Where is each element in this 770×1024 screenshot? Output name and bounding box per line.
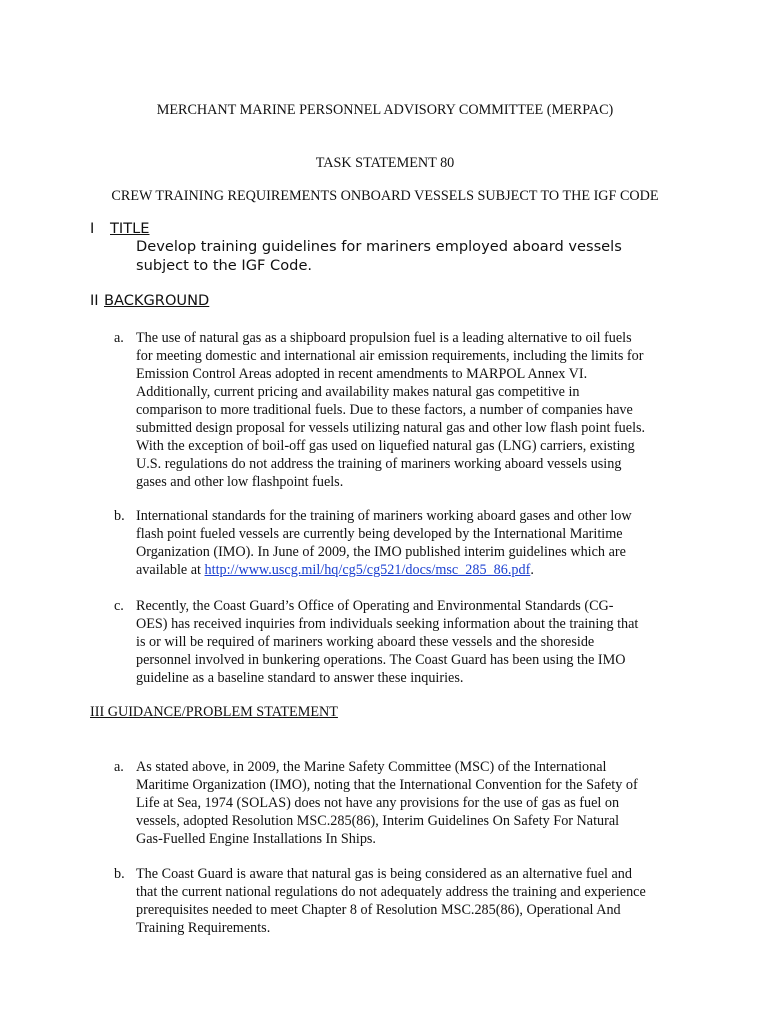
paragraph-line: prerequisites needed to meet Chapter 8 of Resolution MSC.285(86), Operational And bbox=[136, 902, 621, 918]
paragraph-line: As stated above, in 2009, the Marine Safety Committee (MSC) of the International bbox=[136, 759, 607, 775]
paragraph-line: Life at Sea, 1974 (SOLAS) does not have any provisions for the use of gas as fuel on bbox=[136, 795, 620, 811]
section1-number: I bbox=[90, 220, 95, 237]
paragraph-line: that the current national regulations do not adequately address the training and experience bbox=[136, 884, 646, 900]
link-prefix: available at bbox=[136, 562, 205, 578]
paragraph-line: OES) has received inquiries from individuals seeking information about the training that bbox=[136, 616, 639, 632]
background-item-c bbox=[136, 597, 696, 687]
task-statement: TASK STATEMENT 80 bbox=[315, 155, 455, 171]
paragraph-line: International standards for the training of mariners working aboard gases and other low bbox=[136, 508, 632, 524]
guidance-item-a bbox=[136, 758, 696, 848]
paragraph-line: for meeting domestic and international air emission requirements, including the limits for bbox=[136, 348, 644, 364]
section1-line: Develop training guidelines for mariners employed aboard vessels bbox=[136, 238, 622, 255]
paragraph-line: Organization (IMO). In June of 2009, the IMO published interim guidelines which are bbox=[136, 544, 626, 560]
item-marker: b. bbox=[114, 866, 125, 882]
section2-number: II bbox=[90, 292, 99, 309]
paragraph-line: Gas-Fuelled Engine Installations In Ships. bbox=[136, 831, 376, 847]
paragraph-line: is or will be required of mariners working aboard these vessels and the shoreside bbox=[136, 634, 595, 650]
link-suffix: . bbox=[530, 562, 534, 578]
subject-heading: CREW TRAINING REQUIREMENTS ONBOARD VESSELS SUBJECT TO THE IGF CODE bbox=[111, 188, 659, 204]
guidance-item-b bbox=[136, 865, 696, 937]
item-marker: a. bbox=[114, 759, 124, 775]
committee-title: MERCHANT MARINE PERSONNEL ADVISORY COMMITTEE (MERPAC) bbox=[156, 102, 614, 118]
paragraph-line: personnel involved in bunkering operations. The Coast Guard has been using the IMO bbox=[136, 652, 626, 668]
section3-heading: III GUIDANCE/PROBLEM STATEMENT bbox=[90, 704, 338, 720]
paragraph-line: vessels, adopted Resolution MSC.285(86), Interim Guidelines On Safety For Natural bbox=[136, 813, 620, 829]
background-item-a bbox=[136, 329, 696, 491]
paragraph-line: Emission Control Areas adopted in recent amendments to MARPOL Annex VI. bbox=[136, 366, 588, 382]
item-marker: c. bbox=[114, 598, 124, 614]
paragraph-line: guideline as a baseline standard to answer these inquiries. bbox=[136, 670, 464, 686]
paragraph-line: The Coast Guard is aware that natural gas is being considered as an alternative fuel and bbox=[136, 866, 632, 882]
section1-line: subject to the IGF Code. bbox=[136, 257, 313, 274]
paragraph-line: gases and other low flashpoint fuels. bbox=[136, 474, 344, 490]
paragraph-line: Additionally, current pricing and availability makes natural gas competitive in bbox=[136, 384, 580, 400]
paragraph-line: Maritime Organization (IMO), noting that the International Convention for the Safety of bbox=[136, 777, 638, 793]
section1-body bbox=[136, 237, 622, 275]
paragraph-line-with-link bbox=[136, 561, 696, 579]
item-marker: b. bbox=[114, 508, 125, 524]
paragraph-line: submitted design proposal for vessels utilizing natural gas and other low flash point fuels. bbox=[136, 420, 646, 436]
imo-guidelines-link[interactable]: http://www.uscg.mil/hq/cg5/cg521/docs/msc_285_86.pdf bbox=[204, 562, 531, 578]
paragraph-line: Recently, the Coast Guard’s Office of Operating and Environmental Standards (CG- bbox=[136, 598, 614, 614]
paragraph-line: With the exception of boil-off gas used on liquefied natural gas (LNG) carriers, existing bbox=[136, 438, 635, 454]
background-item-b bbox=[136, 507, 696, 579]
paragraph-line: The use of natural gas as a shipboard propulsion fuel is a leading alternative to oil fuels bbox=[136, 330, 632, 346]
paragraph-line: comparison to more traditional fuels. Due to these factors, a number of companies have bbox=[136, 402, 633, 418]
paragraph-line: flash point fueled vessels are currently being developed by the International Maritime bbox=[136, 526, 623, 542]
paragraph-line: Training Requirements. bbox=[136, 920, 271, 936]
section2-heading: BACKGROUND bbox=[104, 292, 210, 309]
item-marker: a. bbox=[114, 330, 124, 346]
section1-heading: TITLE bbox=[110, 220, 150, 237]
paragraph-line: U.S. regulations do not address the training of mariners working aboard vessels using bbox=[136, 456, 622, 472]
